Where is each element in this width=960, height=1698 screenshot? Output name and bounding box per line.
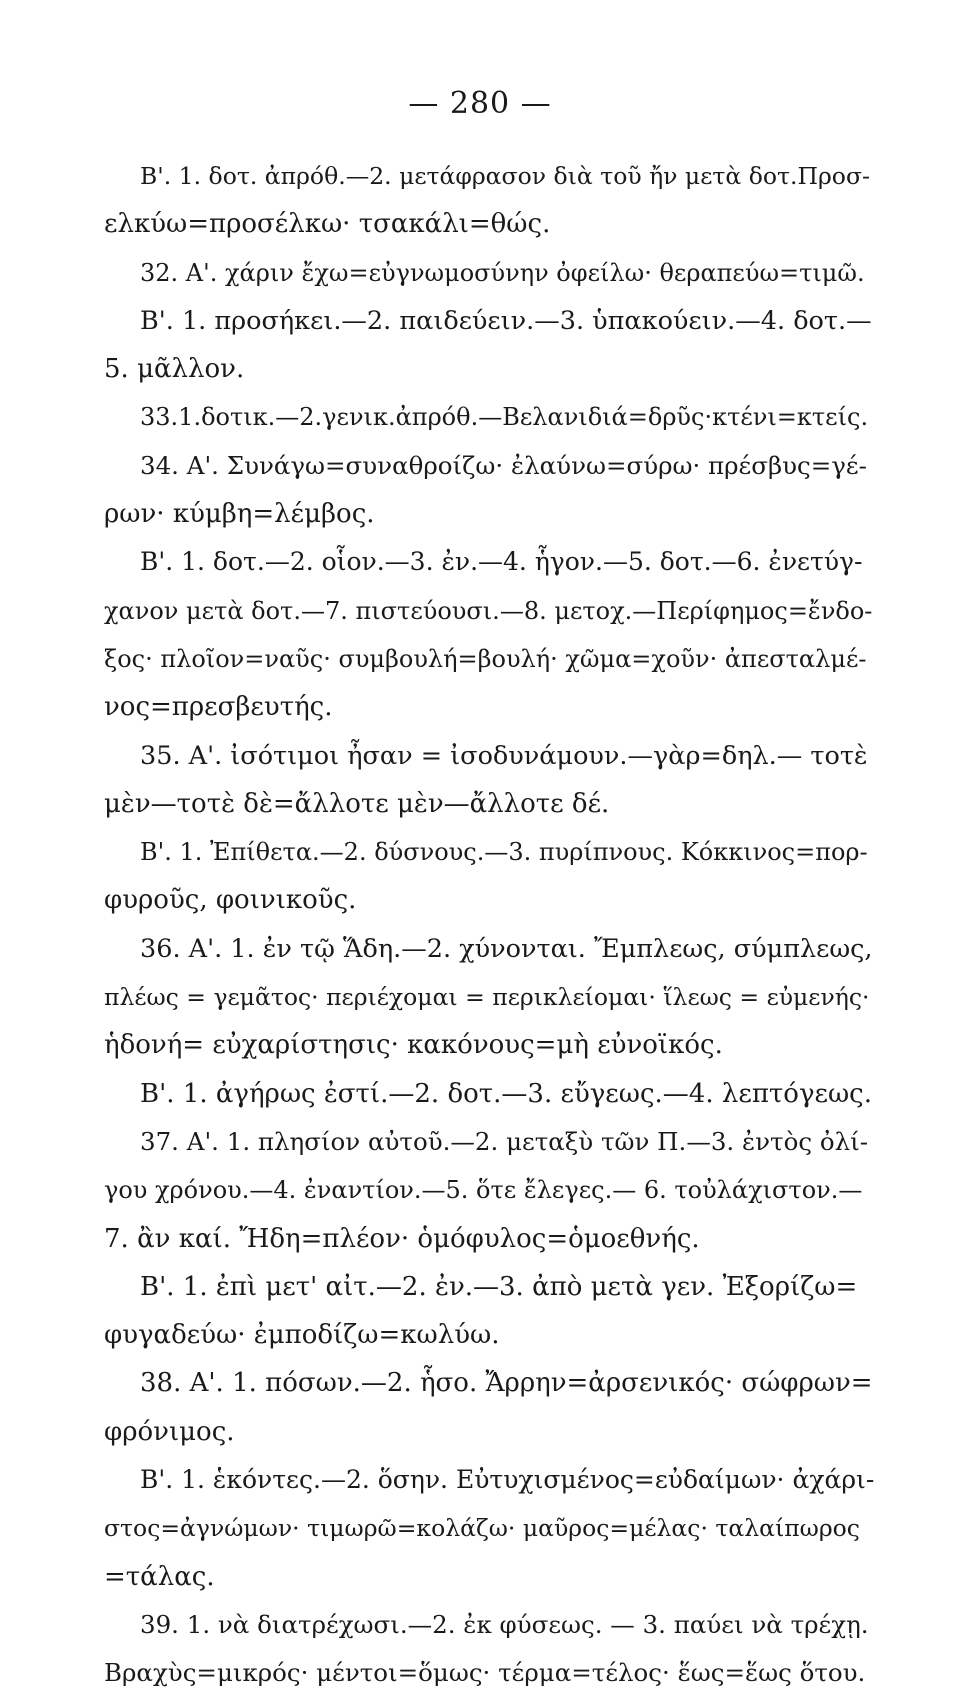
text-line: ξος· πλοῖον=ναῦς· συμβουλή=βουλή· χῶμα=χοῦν· ἀπεσταλμέ- [104, 644, 867, 673]
text-line: μὲν—τοτὲ δὲ=ἄλλοτε μὲν—ἄλλοτε δέ. [104, 788, 610, 819]
text-line: Β'. 1. Ἐπίθετα.—2. δύσνους.—3. πυρίπνους. Κόκκινος=πορ- [140, 838, 868, 867]
text-line: ελκύω=προσέλκω· τσακάλι=θώς. [104, 209, 551, 240]
text-line: 32. Α'. χάριν ἔχω=εὐγνωμοσύνην ὀφείλω· θεραπεύω=τιμῶ. [140, 258, 865, 287]
text-line: =τάλας. [104, 1561, 215, 1592]
text-line: χανον μετὰ δοτ.—7. πιστεύουσι.—8. μετοχ.—Περίφημος=ἔνδο- [104, 596, 873, 625]
text-line: πλέως = γεμᾶτος· περιέχομαι = περικλείομαι· ἵλεως = εὐμενής· [104, 983, 870, 1012]
text-line: φρόνιμος. [104, 1416, 235, 1447]
text-line: φυροῦς, φοινικοῦς. [104, 885, 357, 916]
text-line: Β'. 1. δοτ.—2. οἷον.—3. ἐν.—4. ἧγον.—5. δοτ.—6. ἐνετύγ- [140, 547, 863, 577]
text-line: ἡδονή= εὐχαρίστησις· κακόνους=μὴ εὐνοϊκός. [104, 1030, 723, 1061]
text-line: φυγαδεύω· ἐμποδίζω=κωλύω. [104, 1320, 500, 1351]
text-line: 5. μᾶλλον. [104, 354, 245, 385]
text-line: 39. 1. νὰ διατρέχωσι.—2. ἐκ φύσεως. — 3. παύει νὰ τρέχῃ. [140, 1609, 869, 1639]
text-line: Β'. 1. δοτ. ἀπρόθ.—2. μετάφρασον διὰ τοῦ ἤν μετὰ δοτ.Προσ- [140, 162, 870, 190]
text-line: Β'. 1. ἐπὶ μετ' αἰτ.—2. ἐν.—3. ἀπὸ μετὰ γεν. Ἐξορίζω= [140, 1271, 858, 1302]
text-line: ρων· κύμβη=λέμβος. [104, 499, 375, 530]
text-line: Β'. 1. ἀγήρως ἐστί.—2. δοτ.—3. εὔγεως.—4. λεπτόγεως. [140, 1078, 872, 1109]
text-line: 35. Α'. ἰσότιμοι ἦσαν = ἰσοδυνάμουν.—γὰρ=δηλ.— τοτὲ [140, 740, 868, 771]
text-line: Βραχὺς=μικρός· μέντοι=ὅμως· τέρμα=τέλος· ἕως=ἕως ὅτου. [104, 1658, 866, 1688]
text-line: νος=πρεσβευτής. [104, 692, 333, 723]
page-text [104, 152, 874, 1698]
text-line: γου χρόνου.—4. ἐναντίον.—5. ὅτε ἔλεγες.— 6. τοὐλάχιστον.— [104, 1176, 863, 1205]
text-line: 34. Α'. Συνάγω=συναθροίζω· ἐλαύνω=σύρω· πρέσβυς=γέ- [140, 450, 867, 480]
text-line: Β'. 1. ἑκόντες.—2. ὅσην. Εὐτυχισμένος=εὐδαίμων· ἀχάρι- [140, 1465, 875, 1495]
text-line: 37. Α'. 1. πλησίον αὐτοῦ.—2. μεταξὺ τῶν Π.—3. ἐντὸς ὀλί- [140, 1126, 869, 1156]
text-line: στος=ἀγνώμων· τιμωρῶ=κολάζω· μαῦρος=μέλας· ταλαίπωρος [104, 1514, 860, 1543]
text-line: 38. Α'. 1. πόσων.—2. ἧσο. Ἄρρην=ἀρσενικός· σώφρων= [140, 1368, 873, 1399]
text-line: Β'. 1. προσήκει.—2. παιδεύειν.—3. ὑπακούειν.—4. δοτ.— [140, 305, 872, 336]
text-line: 7. ἂν καί. Ἤδη=πλέον· ὁμόφυλος=ὁμοεθνής. [104, 1223, 700, 1254]
page-number: — 280 — [408, 86, 552, 121]
text-line: 33.1.δοτικ.—2.γενικ.ἀπρόθ.—Βελανιδιά=δρῦς·κτένι=κτείς. [140, 403, 869, 432]
text-line: 36. Α'. 1. ἐν τῷ Ἅδη.—2. χύνονται. Ἔμπλεως, σύμπλεως, [140, 933, 873, 964]
